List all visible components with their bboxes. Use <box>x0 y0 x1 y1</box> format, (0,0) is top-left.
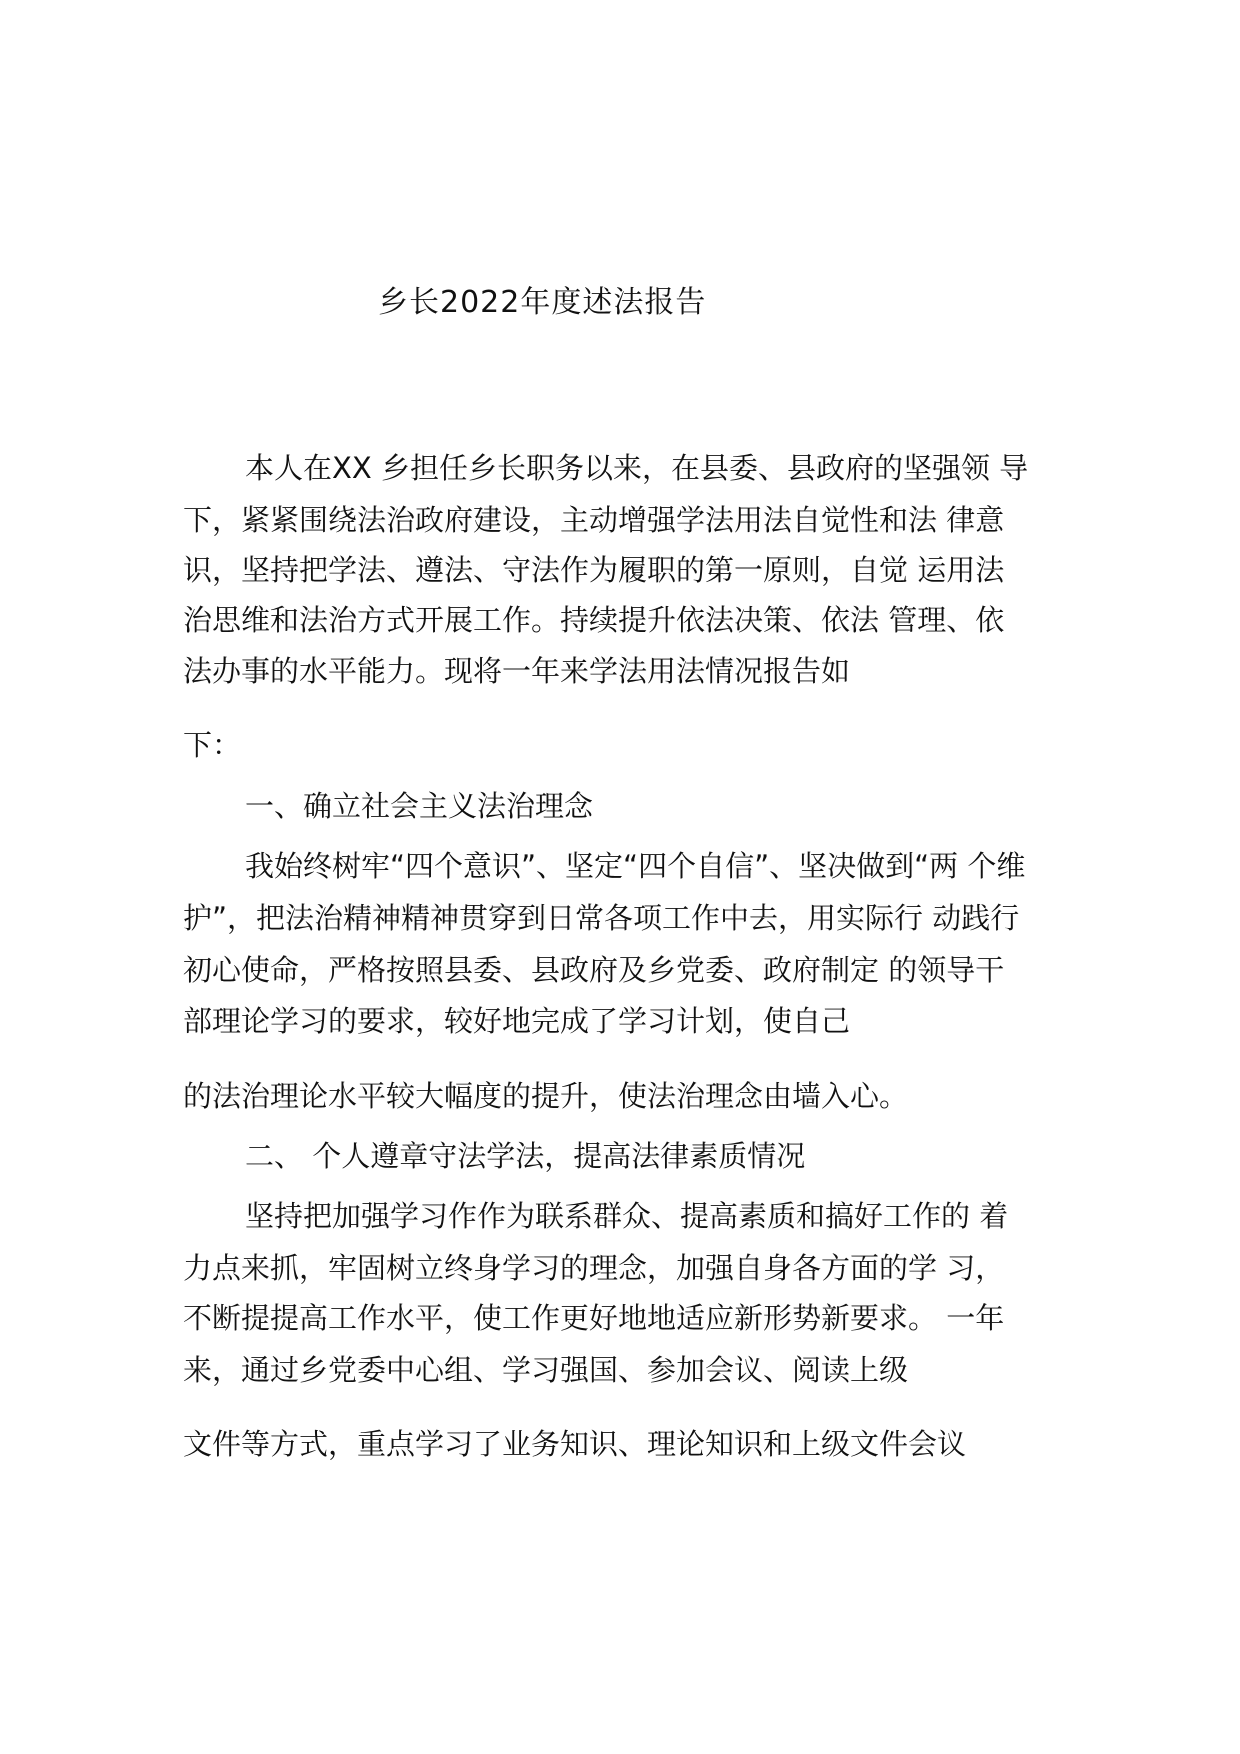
paragraph-line: 法办事的水平能力。现将一年来学法用法情况报告如 <box>183 654 851 688</box>
paragraph-line: 本人在XX 乡担任乡长职务以来，在县委、县政府的坚强领 导 <box>245 451 1029 485</box>
paragraph-line: 来，通过乡党委中心组、学习强国、参加会议、阅读上级 <box>183 1353 909 1387</box>
paragraph-line: 初心使命，严格按照县委、县政府及乡党委、政府制定 的领导干 <box>183 953 1005 987</box>
paragraph-line: 的法治理论水平较大幅度的提升，使法治理念由墙入心。 <box>183 1079 909 1113</box>
paragraph-line: 下： <box>183 728 242 762</box>
paragraph-line: 不断提提高工作水平，使工作更好地地适应新形势新要求。 一年 <box>183 1301 1005 1335</box>
paragraph-line: 护”，把法治精神精神贯穿到日常各项工作中去，用实际行 动践行 <box>183 901 1020 935</box>
paragraph-line: 我始终树牢“四个意识”、坚定“四个自信”、坚决做到“两 个维 <box>245 849 1026 883</box>
paragraph-line: 坚持把加强学习作作为联系群众、提高素质和搞好工作的 着 <box>245 1199 1009 1233</box>
section-heading: 一、确立社会主义法治理念 <box>245 789 594 823</box>
paragraph-line: 力点来抓，牢固树立终身学习的理念，加强自身各方面的学 习， <box>183 1251 1005 1285</box>
paragraph-line: 治思维和法治方式开展工作。持续提升依法决策、依法 管理、依 <box>183 603 1005 637</box>
paragraph-line: 识，坚持把学法、遵法、守法作为履职的第一原则，自觉 运用法 <box>183 553 1005 587</box>
paragraph-line: 文件等方式，重点学习了业务知识、理论知识和上级文件会议 <box>183 1427 967 1461</box>
paragraph-line: 部理论学习的要求，较好地完成了学习计划，使自己 <box>183 1004 851 1038</box>
document-title: 乡长2022年度述法报告 <box>378 285 707 320</box>
paragraph-line: 下，紧紧围绕法治政府建设，主动增强学法用法自觉性和法 律意 <box>183 503 1005 537</box>
section-heading: 二、 个人遵章守法学法，提高法律素质情况 <box>245 1139 806 1173</box>
